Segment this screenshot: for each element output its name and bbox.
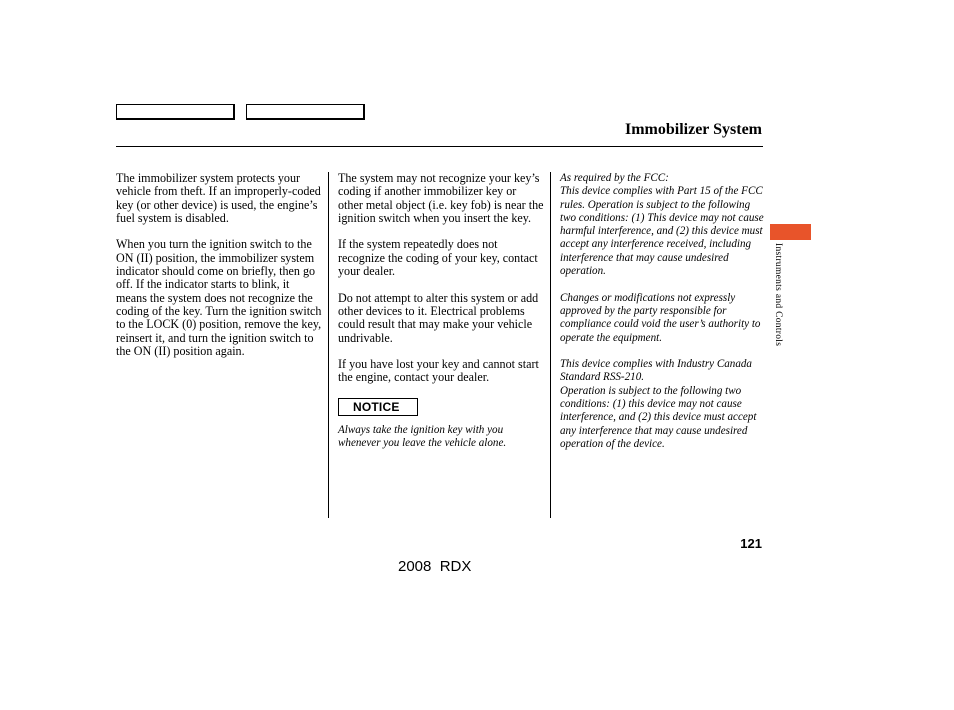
paragraph: If you have lost your key and cannot start the engine, contact your dealer. bbox=[338, 357, 539, 385]
title-rule bbox=[116, 146, 763, 147]
next-page-button[interactable] bbox=[246, 104, 365, 120]
middle-column bbox=[338, 172, 544, 464]
paragraph: If the system repeatedly does not recognize the coding of your key, contact your dealer. bbox=[338, 237, 538, 279]
page-number: 121 bbox=[740, 536, 762, 551]
section-tab[interactable] bbox=[770, 224, 811, 240]
notice-label: NOTICE bbox=[338, 398, 418, 416]
model-footer: 2008 RDX bbox=[398, 558, 472, 575]
column-divider bbox=[328, 172, 329, 518]
paragraph: The system may not recognize your key’s coding if another immobilizer key or other metal object (i.e. key fob) is near the ignition switch when you insert the key. bbox=[338, 171, 544, 225]
paragraph: The immobilizer system protects your vehicle from theft. If an improperly-coded key (or other device) is used, the engine’s fuel system is disabled. bbox=[116, 171, 321, 225]
left-column bbox=[116, 172, 322, 371]
fcc-paragraph: As required by the FCC: This device complies with Part 15 of the FCC rules. Operation is subject to the following two conditions: (1) This device may not cause harmful interference, and (2) this device must accept any interference received, including interference that may cause undesired operation. bbox=[560, 172, 764, 278]
paragraph: Do not attempt to alter this system or add other devices to it. Electrical problems could result that may make your vehicle undrivable. bbox=[338, 290, 539, 345]
column-divider bbox=[550, 172, 551, 518]
section-label: Instruments and Controls bbox=[773, 243, 783, 347]
previous-page-button[interactable] bbox=[116, 104, 235, 120]
page-title: Immobilizer System bbox=[624, 121, 762, 138]
right-column bbox=[560, 172, 765, 465]
paragraph: When you turn the ignition switch to the ON (II) position, the immobilizer system indicator should come on briefly, then go off. If the indicator starts to blink, it means the system does not recognize the coding of the key. Turn the ignition switch to the LOCK (0) position, remove the key, reinsert it, and turn the ignition switch to the ON (II) position again. bbox=[116, 237, 322, 358]
fcc-paragraph: This device complies with Industry Canada Standard RSS-210. Operation is subject to the following two conditions: (1) this device may not cause interference, and (2) this device must accept any interference that may cause undesired operation of the device. bbox=[560, 358, 757, 450]
fcc-paragraph: Changes or modifications not expressly approved by the party responsible for compliance could void the user’s authority to operate the equipment. bbox=[560, 291, 761, 344]
notice-text: Always take the ignition key with you whenever you leave the vehicle alone. bbox=[338, 424, 507, 450]
